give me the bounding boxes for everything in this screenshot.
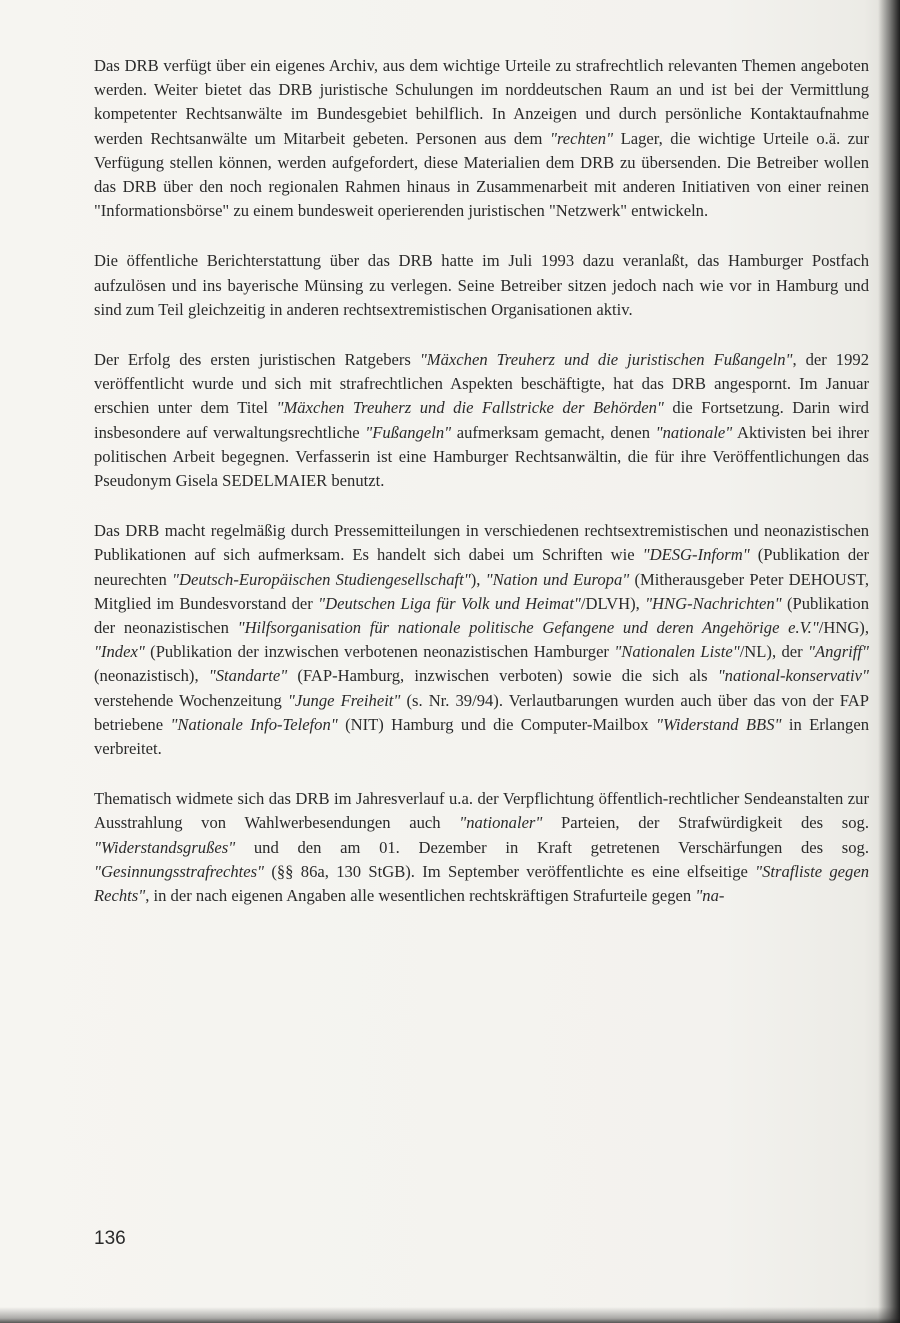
italic-title: "HNG-Nachrichten" [645, 593, 782, 613]
italic-title: "Fußangeln" [365, 422, 452, 442]
italic-title: "Junge Freiheit" [287, 690, 401, 710]
italic-title: "Nation und Europa" [485, 569, 630, 589]
italic-title: "Deutschen Liga für Volk und Heimat" [318, 593, 581, 613]
text-run: Das DRB macht regelmäßig durch Pressemitteilungen in verschiedenen rechtsextremistischen und neonazistischen Publikationen auf sich aufmerksam. Es handelt sich dabei um Schriften wie [94, 521, 869, 565]
italic-title: "na- [695, 886, 725, 906]
italic-title: "Angriff" [808, 642, 869, 662]
italic-title: "Deutsch-Europäischen Studiengesellschaft" [172, 569, 471, 589]
text-run: (NIT) Hamburg und die Computer-Mailbox [337, 714, 656, 734]
text-run: Aktivisten bei ihrer politischen Arbeit begegnen. Verfasserin ist eine Hamburger Rechtsanwältin, die für ihre Veröffentlichungen das Pseudonym Gisela SEDELMAIER benutzt. [94, 422, 869, 491]
italic-title: "Hilfsorganisation für nationale politische Gefangene und deren Angehörige e.V." [237, 618, 819, 638]
text-run: /DLVH), [580, 593, 646, 613]
text-run: Thematisch widmete sich das DRB im Jahresverlauf u.a. der Verpflichtung öffentlich-rechtlicher Sendeanstalten zur Ausstrahlung von Wahlwerbesendungen auch [94, 789, 869, 833]
italic-title: "DESG-Inform" [642, 545, 750, 565]
italic-title: "Strafliste gegen Rechts" [94, 861, 869, 906]
text-run: in Erlangen verbreitet. [94, 714, 870, 759]
text-run: verstehende Wochenzeitung [94, 690, 288, 710]
italic-title: "Index" [94, 642, 145, 662]
text-run: (neonazistisch), [94, 666, 209, 686]
text-run: Der Erfolg des ersten juristischen Ratgebers [94, 350, 420, 370]
italic-title: "Widerstandsgrußes" [94, 837, 236, 857]
italic-title: "Standarte" [208, 666, 288, 686]
paragraph-1 [94, 54, 869, 223]
italic-title: "rechten" [549, 128, 614, 148]
italic-title: "Mäxchen Treuherz und die juristischen Fußangeln" [419, 350, 793, 370]
italic-title: "Widerstand BBS" [655, 714, 782, 734]
text-run: ), [470, 569, 486, 589]
text-run: (Publikation der inzwischen verbotenen neonazistischen Hamburger [144, 642, 615, 662]
italic-title: "national-konservativ" [717, 666, 869, 686]
text-run: Parteien, der Strafwürdigkeit des sog. [542, 813, 869, 833]
page-body [94, 54, 869, 934]
text-run: (s. Nr. 39/94). Verlautbarungen wurden auch über das von der FAP betriebene [94, 690, 869, 734]
text-run: (§§ 86a, 130 StGB). Im September veröffentlichte es eine elfseitige [264, 861, 756, 881]
text-run: Das DRB verfügt über ein eigenes Archiv, aus dem wichtige Urteile zu strafrechtlich relevanten Themen angeboten werden. Weiter bietet das DRB juristische Schulungen im norddeutschen Raum an und ist bei der Vermittlung kompetenter Rechtsanwälte im Bundesgebiet behilflich. In Anzeigen und durch persönliche Kontaktaufnahme werden Rechtsanwälte um Mitarbeit gebeten. Personen aus dem [94, 56, 869, 148]
italic-title: "Mäxchen Treuherz und die Fallstricke der Behörden" [276, 398, 664, 418]
italic-title: "Nationale Info-Telefon" [170, 714, 338, 734]
text-run: und den am 01. Dezember in Kraft getretenen Verschärfungen des sog. [235, 837, 869, 857]
page-number: 136 [94, 1228, 126, 1249]
text-run: /NL), der [739, 642, 809, 662]
book-spine-shadow [878, 0, 900, 1323]
italic-title: "nationale" [655, 422, 733, 442]
paragraph-2 [94, 249, 869, 322]
italic-title: "Nationalen Liste" [614, 642, 740, 662]
paragraph-4 [94, 519, 869, 761]
text-run: (Publikation der neurechten [94, 545, 870, 589]
text-run: Die öffentliche Berichterstattung über das DRB hatte im Juli 1993 dazu veranlaßt, das Hamburger Postfach aufzulösen und ins bayerische Münsing zu verlegen. Seine Betreiber sitzen jedoch nach wie vor in Hamburg und sind zum Teil gleichzeitig in anderen rechtsextremistischen Organisationen aktiv. [94, 251, 869, 319]
text-run: /HNG), [818, 618, 869, 638]
italic-title: "nationaler" [459, 813, 543, 833]
page-bottom-edge [0, 1307, 900, 1323]
text-run: , der 1992 veröffentlicht wurde und sich mit strafrechtlichen Aspekten beschäftigte, hat das DRB angespornt. Im Januar erschien unter dem Titel [94, 350, 869, 418]
text-run: (Mitherausgeber Peter DEHOUST, Mitglied im Bundesvorstand der [94, 569, 869, 613]
text-run: die Fortsetzung. Darin wird insbesondere auf verwaltungsrechtliche [94, 398, 869, 442]
text-run: aufmerksam gemacht, denen [451, 422, 656, 442]
text-run: (Publikation der neonazistischen [94, 593, 870, 638]
text-run: , in der nach eigenen Angaben alle wesentlichen rechtskräftigen Strafurteile gegen [145, 886, 696, 906]
paragraph-3 [94, 348, 869, 493]
text-run: Lager, die wichtige Urteile o.ä. zur Verfügung stellen können, werden aufgefordert, diese Materialien dem DRB zu übersenden. Die Betreiber wollen das DRB über den noch regionalen Rahmen hinaus in Zusammenarbeit mit anderen Initiativen von einer reinen "Informationsbörse" zu einem bundesweit operierenden juristischen "Netzwerk" entwickeln. [94, 128, 869, 221]
text-run: (FAP-Hamburg, inzwischen verboten) sowie die sich als [287, 666, 718, 686]
italic-title: "Gesinnungsstrafrechtes" [94, 861, 265, 881]
paragraph-5 [94, 787, 869, 908]
